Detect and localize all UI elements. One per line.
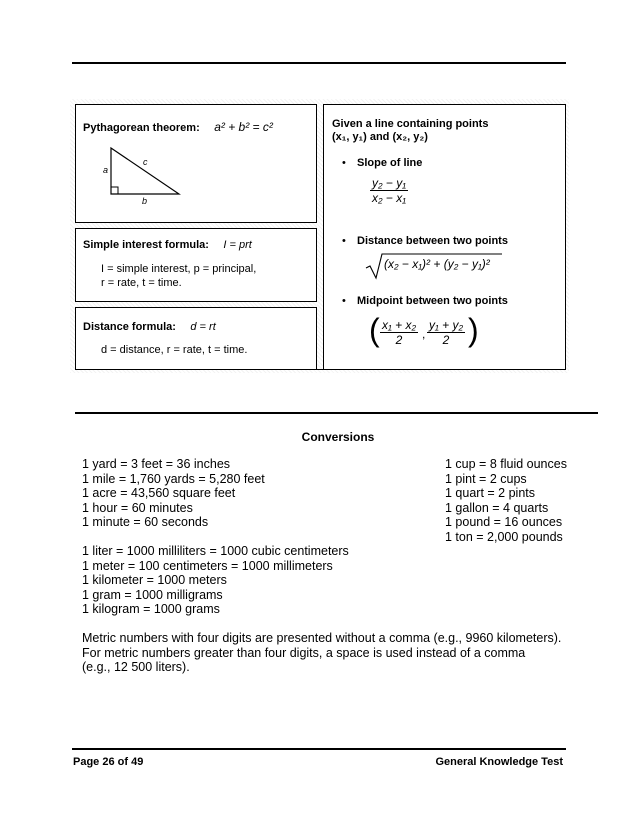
conversion-line: 1 quart = 2 pints: [445, 486, 535, 501]
metric-note: [82, 631, 561, 675]
column-divider: [316, 104, 324, 369]
pythagorean-label: Pythagorean theorem:: [83, 122, 200, 134]
slope-label: Slope of line: [357, 157, 423, 169]
pythagorean-cell: [83, 118, 273, 136]
distance-expression: (x₂ − x₁)² + (y₂ − y₁)²: [384, 257, 490, 271]
slope-bullet: •: [342, 157, 346, 169]
simple-interest-desc-1: I = simple interest, p = principal,: [101, 263, 257, 275]
line-header-1: Given a line containing points: [332, 118, 489, 130]
note-line: Metric numbers with four digits are presented without a comma (e.g., 9960 kilometers).: [82, 631, 562, 645]
distance-two-points-label: Distance between two points: [357, 235, 508, 247]
row-divider-1: [75, 222, 317, 229]
midpoint-fraction-x: [380, 318, 418, 347]
midpoint-paren-left: (: [369, 312, 380, 348]
conversion-line: 1 kilometer = 1000 meters: [82, 573, 227, 588]
distance-formula-label: Distance formula:: [83, 321, 176, 333]
midpoint-fraction-y: [427, 318, 465, 347]
midpoint-x-denominator: 2: [395, 333, 403, 347]
us-conversions-left: [82, 457, 265, 530]
distance-formula-desc: d = distance, r = rate, t = time.: [101, 344, 248, 356]
conversion-line: 1 kilogram = 1000 grams: [82, 602, 220, 617]
midpoint-y-denominator: 2: [442, 333, 450, 347]
conversions-rule: [75, 412, 598, 414]
midpoint-x-numerator: x₁ + x₂: [382, 318, 417, 332]
conversion-line: 1 hour = 60 minutes: [82, 500, 193, 515]
midpoint-comma: ,: [422, 327, 426, 341]
conversion-line: 1 minute = 60 seconds: [82, 515, 209, 530]
note-line: (e.g., 12 500 liters).: [82, 660, 190, 675]
conversion-line: 1 liter = 1000 milliliters = 1000 cubic centimeters: [82, 544, 349, 558]
simple-interest-label: Simple interest formula:: [83, 239, 209, 251]
header-rule: [72, 62, 566, 64]
us-conversions-right: [445, 457, 567, 545]
simple-interest-desc-2: r = rate, t = time.: [101, 277, 182, 289]
midpoint-y-numerator: y₁ + y₂: [429, 318, 464, 332]
line-header-2: (x₁, y₁) and (x₂, y₂): [332, 131, 428, 143]
row-divider-2: [75, 301, 317, 308]
conversion-line: 1 acre = 43,560 square feet: [82, 486, 236, 501]
triangle-side-c: c: [143, 157, 148, 167]
conversion-line: 1 pound = 16 ounces: [445, 515, 563, 530]
simple-interest-formula: I = prt: [223, 239, 252, 251]
pythagorean-formula: a² + b² = c²: [214, 120, 273, 134]
conversion-line: 1 meter = 100 centimeters = 1000 millimeters: [82, 558, 333, 573]
conversions-title: Conversions: [301, 430, 375, 444]
conversion-line: 1 gram = 1000 milligrams: [82, 587, 223, 602]
triangle-side-b: b: [142, 196, 148, 206]
distance-formula-cell: [83, 317, 216, 335]
note-line: For metric numbers greater than four digits, a space is used instead of a comma: [82, 645, 526, 660]
conversion-line: 1 cup = 8 fluid ounces: [445, 457, 567, 471]
footer-page-number: Page 26 of 49: [73, 756, 144, 768]
conversion-line: 1 ton = 2,000 pounds: [445, 529, 563, 544]
distance-formula-expr: d = rt: [190, 321, 216, 333]
midpoint-paren-right: ): [468, 312, 479, 348]
midpoint-label: Midpoint between two points: [357, 295, 508, 307]
slope-denominator: x₂ − x₁: [372, 191, 407, 205]
footer-rule: [72, 748, 566, 750]
conversion-line: 1 yard = 3 feet = 36 inches: [82, 457, 231, 471]
metric-conversions: [82, 544, 349, 617]
conversion-line: 1 gallon = 4 quarts: [445, 500, 549, 515]
triangle-side-a: a: [103, 165, 109, 175]
simple-interest-cell: [83, 235, 252, 253]
midpoint-bullet: •: [342, 295, 346, 307]
distance-bullet: •: [342, 235, 346, 247]
conversion-line: 1 pint = 2 cups: [445, 471, 527, 486]
slope-numerator: y₂ − y₁: [372, 176, 407, 190]
slope-fraction: [370, 176, 408, 205]
footer-title: General Knowledge Test: [435, 756, 563, 768]
conversion-line: 1 mile = 1,760 yards = 5,280 feet: [82, 471, 265, 486]
